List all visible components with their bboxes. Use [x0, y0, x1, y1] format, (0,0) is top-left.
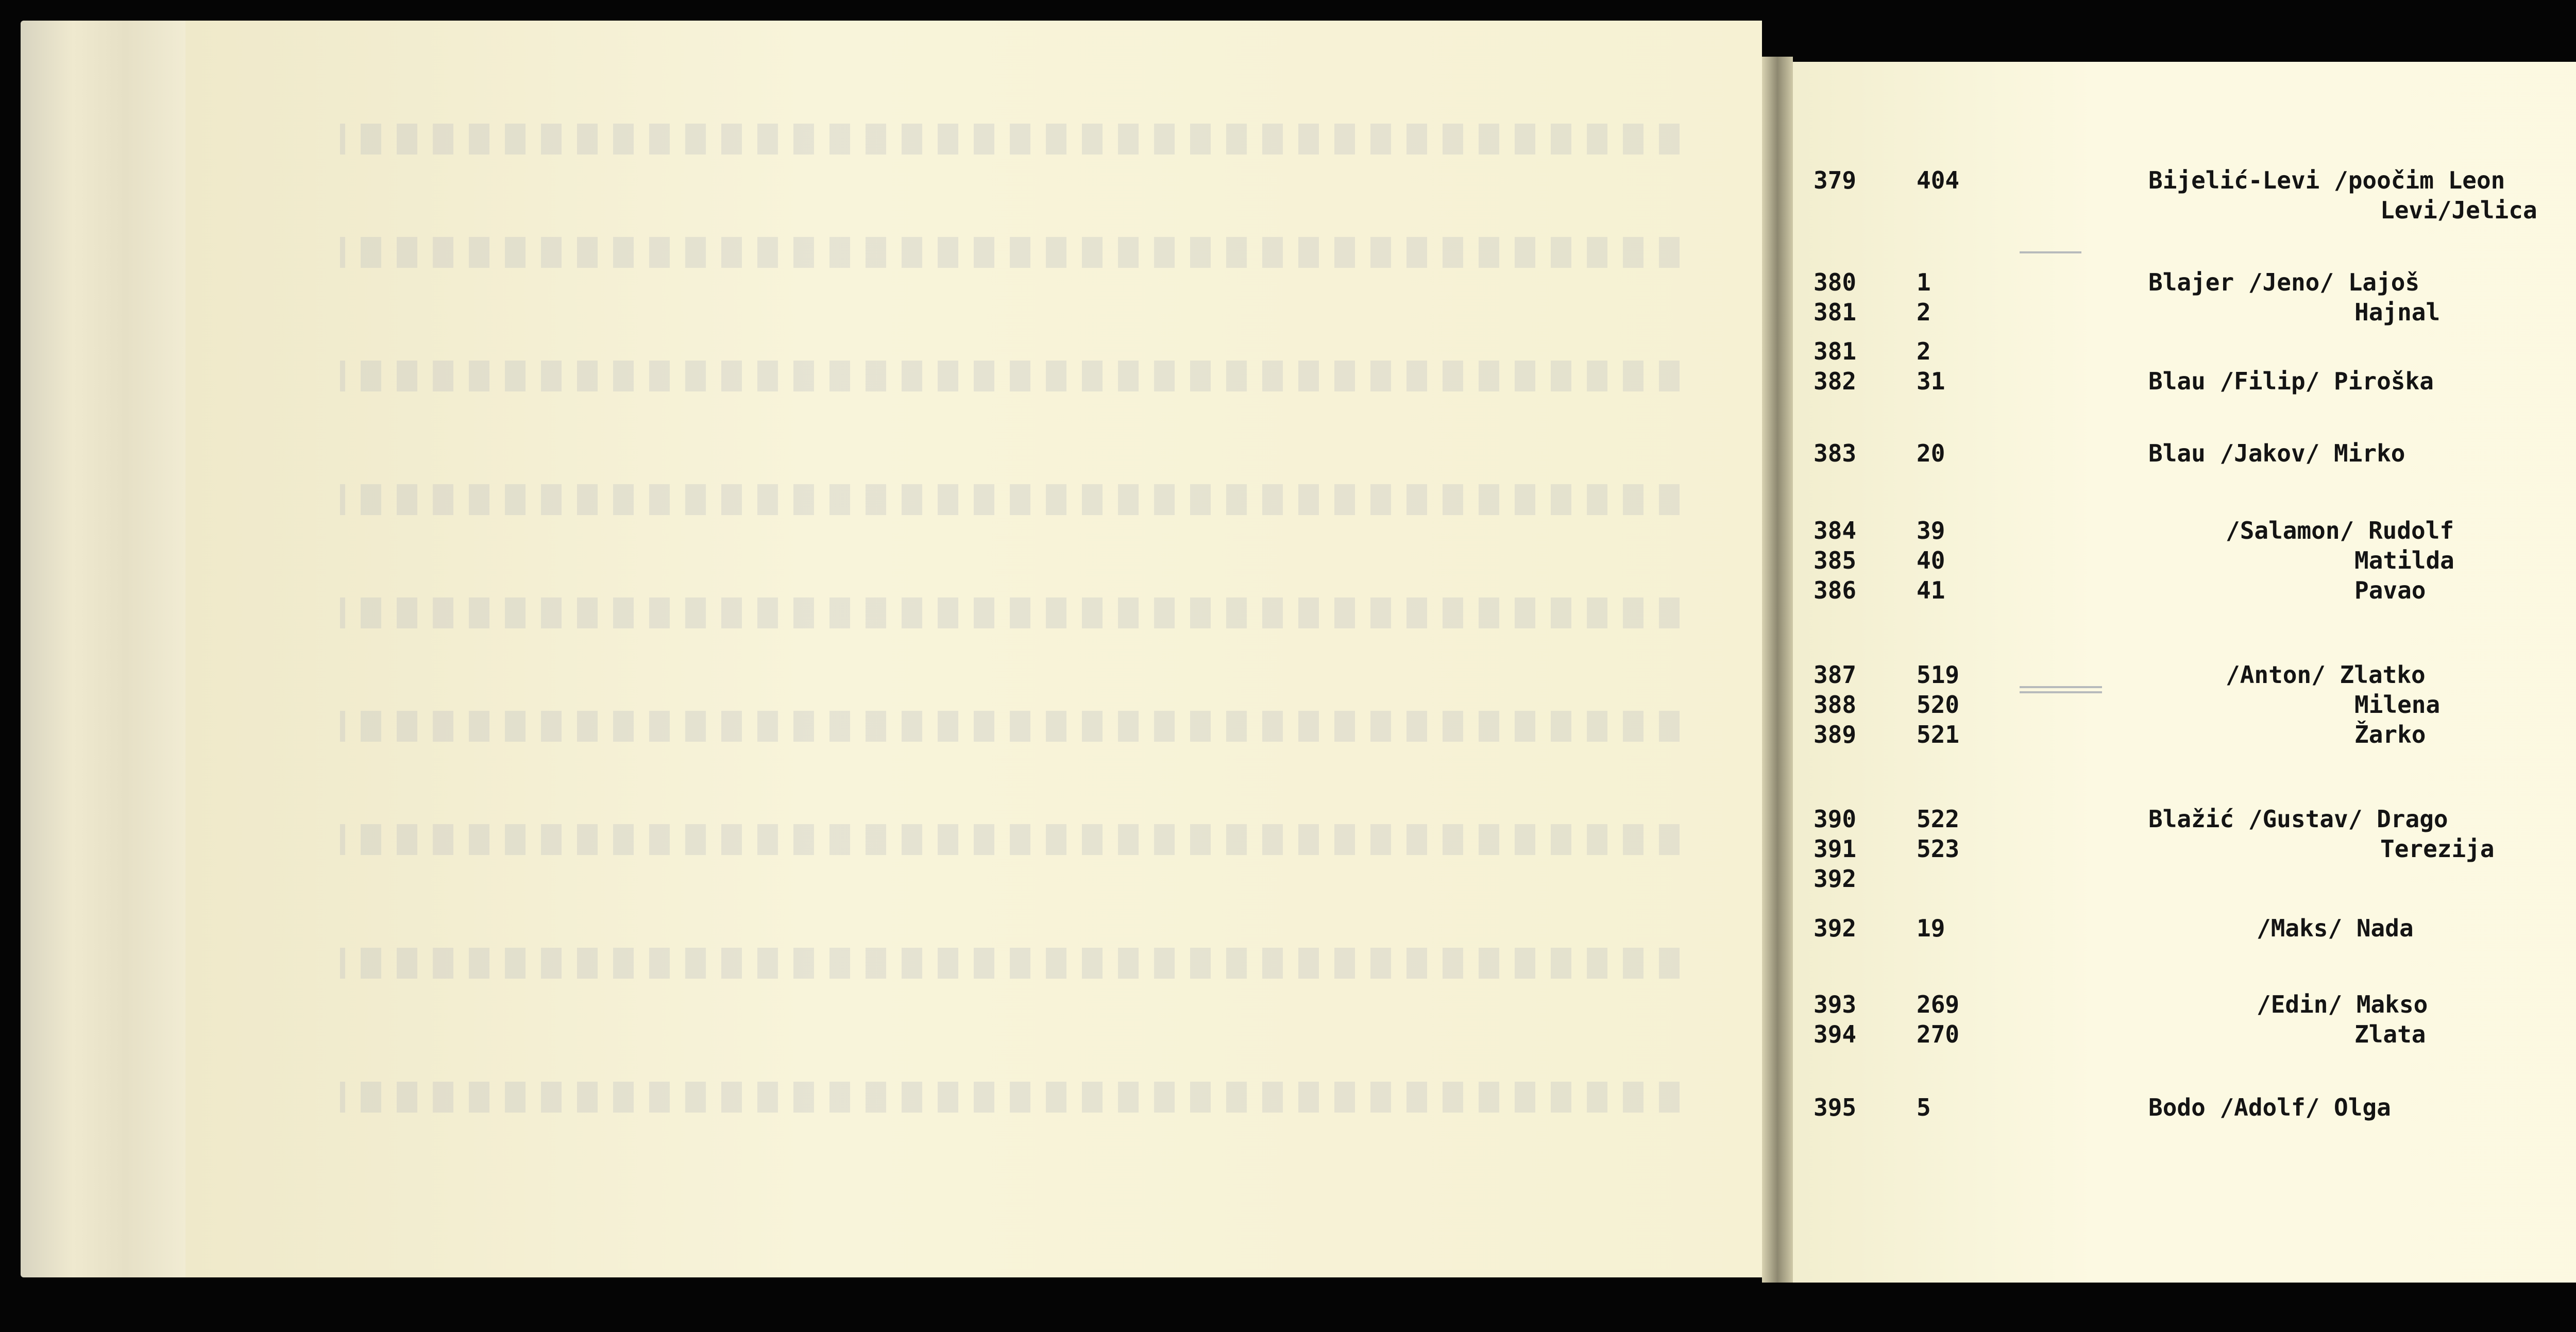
table-row: [1793, 366, 2576, 397]
entry-id: 5: [1917, 1094, 1931, 1121]
right-page: [1793, 62, 2576, 1283]
ledger-number: 386: [1814, 576, 1857, 604]
page-stack-edge: [21, 21, 196, 1277]
person-name: Bodo /Adolf/ Olga: [2148, 1094, 2391, 1121]
person-name: /Anton/ Zlatko: [2226, 661, 2426, 689]
table-row: [1793, 689, 2576, 720]
entry-id: 41: [1917, 576, 1945, 604]
ledger-number: 391: [1814, 835, 1857, 863]
ledger-number: 392: [1814, 914, 1857, 942]
ledger-number: 390: [1814, 805, 1857, 833]
bleed-through-ghost: [340, 597, 1680, 628]
table-row: [1793, 804, 2576, 834]
entry-id: 404: [1917, 166, 1960, 194]
book-gutter: [1762, 57, 1793, 1283]
person-name: /Salamon/ Rudolf: [2226, 517, 2454, 544]
table-row: [1793, 267, 2576, 298]
entry-id: 20: [1917, 439, 1945, 467]
person-name: Blau /Filip/ Piroška: [2148, 367, 2434, 395]
table-row: [1793, 863, 2576, 894]
ledger-number: 379: [1814, 166, 1857, 194]
ledger-number: 393: [1814, 991, 1857, 1018]
ledger-number: 395: [1814, 1094, 1857, 1121]
bleed-through-ghost: [340, 711, 1680, 742]
table-row: [1793, 575, 2576, 606]
person-name: Blažić /Gustav/ Drago: [2148, 805, 2448, 833]
person-name: Hajnal: [2354, 298, 2441, 326]
ledger-number: 387: [1814, 661, 1857, 689]
entry-id: 1: [1917, 268, 1931, 296]
table-row: [1793, 719, 2576, 750]
table-row: [1793, 545, 2576, 576]
person-name: Blau /Jakov/ Mirko: [2148, 439, 2405, 467]
ledger-number: 388: [1814, 691, 1857, 719]
ledger-number: 382: [1814, 367, 1857, 395]
person-name: Milena: [2354, 691, 2441, 719]
left-page: [185, 21, 1762, 1277]
table-row: [1793, 195, 2576, 226]
ledger-number: 383: [1814, 439, 1857, 467]
entry-id: 521: [1917, 721, 1960, 748]
person-name: /Maks/ Nada: [2257, 914, 2414, 942]
table-row: [1793, 1019, 2576, 1050]
entry-id: 520: [1917, 691, 1960, 719]
table-row: [1793, 989, 2576, 1020]
ledger-number: 394: [1814, 1020, 1857, 1048]
entry-id: 19: [1917, 914, 1945, 942]
bleed-through-ghost: [340, 484, 1680, 515]
table-row: [1793, 225, 2576, 255]
person-name: Bijelić-Levi /poočim Leon: [2148, 166, 2505, 194]
entry-id: 2: [1917, 337, 1931, 365]
entry-id: 40: [1917, 547, 1945, 574]
person-name: Žarko: [2354, 721, 2426, 748]
entry-id: 39: [1917, 517, 1945, 544]
ledger-number: 380: [1814, 268, 1857, 296]
person-name: Blajer /Jeno/ Lajoš: [2148, 268, 2420, 296]
bleed-through-ghost: [340, 1082, 1680, 1113]
table-row: [1793, 438, 2576, 469]
bleed-through-ghost: [340, 824, 1680, 855]
ledger-number: 385: [1814, 547, 1857, 574]
entry-id: 31: [1917, 367, 1945, 395]
bleed-through-ghost: [340, 361, 1680, 391]
table-row: [1793, 515, 2576, 546]
ledger-number: 389: [1814, 721, 1857, 748]
person-name: Zlata: [2354, 1020, 2426, 1048]
bleed-through-ghost: [340, 124, 1680, 155]
entry-id: 270: [1917, 1020, 1960, 1048]
ledger-number: 381: [1814, 298, 1857, 326]
entry-id: 522: [1917, 805, 1960, 833]
ledger-number: 384: [1814, 517, 1857, 544]
entry-id: 2: [1917, 298, 1931, 326]
table-row: [1793, 833, 2576, 864]
entry-id: 519: [1917, 661, 1960, 689]
table-row: [1793, 165, 2576, 196]
person-name: Matilda: [2354, 547, 2454, 574]
person-name: /Edin/ Makso: [2257, 991, 2428, 1018]
entry-id: 523: [1917, 835, 1960, 863]
table-row: [1793, 659, 2576, 690]
bleed-through-ghost: [340, 237, 1680, 268]
ledger-number: 381: [1814, 337, 1857, 365]
entry-id: 269: [1917, 991, 1960, 1018]
person-name: Levi/Jelica: [2380, 196, 2537, 224]
table-row: [1793, 913, 2576, 944]
ledger-number: 392: [1814, 865, 1857, 893]
bleed-through-ghost: [340, 948, 1680, 979]
table-row: [1793, 297, 2576, 328]
person-name: Pavao: [2354, 576, 2426, 604]
person-name: Terezija: [2380, 835, 2495, 863]
table-row: [1793, 336, 2576, 367]
table-row: [1793, 1092, 2576, 1123]
